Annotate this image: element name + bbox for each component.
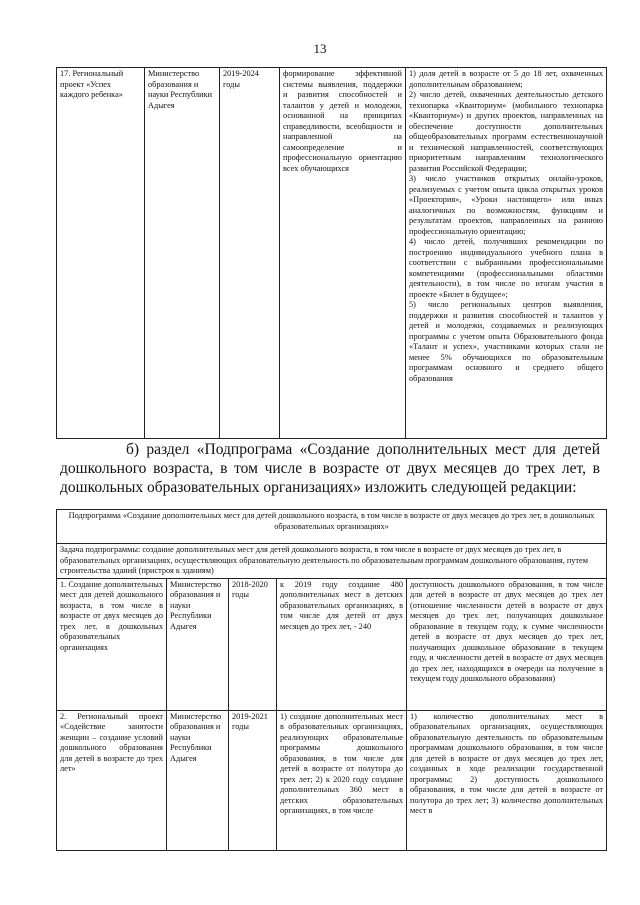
result-item: 5) число региональных центров выявления, поддержки и развития способностей и талантов у детей и молодежи, создаваемых и реализующих программы с учетом опыта Образовательного фонда «Талант и успех», участниками которых стали не менее 5% обучающихся по образовательным программам основного и среднего общего образования — [409, 300, 603, 383]
row-executor: Министерство образования и науки Республики Адыгея — [167, 710, 229, 850]
subprogram-title: Подпрограмма «Создание дополнительных мест для детей дошкольного возраста, в том числе в возрасте от двух месяцев до трех лет, в дошкольных образовательных организациях» — [57, 510, 607, 544]
row-goal: к 2019 году создание 480 дополнительных мест в детских образовательных организациях, в том числе для детей от двух месяцев до трех лет, - 240 — [277, 578, 407, 710]
row-name: 1. Создание дополнительных мест для детей дошкольного возраста, в том числе в возрасте от двух месяцев до трех лет, в дошкольных образовательных организациях — [57, 578, 167, 710]
section-heading: б) раздел «Подпрограма «Создание дополнительных мест для детей дошкольного возраста, в том числе в возрасте от двух месяцев до трех лет, в дошкольных образовательных организациях» изложить следующей редакции: — [60, 441, 600, 496]
result-item: 3) число участников открытых онлайн-уроков, реализуемых с учетом опыта цикла открытых уроков «Проектория», «Уроки настоящего» или иных аналогичных по возможностям, функциям и результатам проектов, направленных на раннюю профессиональную ориентацию; — [409, 174, 603, 236]
table-row — [57, 510, 607, 544]
subprogram-table — [56, 509, 607, 851]
table-row — [57, 710, 607, 850]
top-table — [56, 67, 607, 439]
project-name: 17. Региональный проект «Успех каждого ребенка» — [57, 68, 145, 439]
table-row — [57, 578, 607, 710]
results — [406, 68, 607, 439]
executor: Министерство образования и науки Республики Адыгея — [145, 68, 220, 439]
row-years: 2018-2020 годы — [229, 578, 277, 710]
table-row — [57, 544, 607, 579]
subprogram-task: Задача подпрограммы: создание дополнительных мест для детей дошкольного возраста, в том числе в возрасте от двух месяцев до трех лет, в образовательных организациях, осуществляющих образовательную деятельность по образовательным программам дошкольного образования, путем строительства зданий (пристроя к зданиям) — [57, 544, 607, 579]
row-executor: Министерство образования и науки Республики Адыгея — [167, 578, 229, 710]
table-row — [57, 68, 607, 439]
goal: формирование эффективной системы выявления, поддержки и развития способностей и талантов у детей и молодежи, основанной на принципах справедливости, всеобщности и направленной на самоопределение и профессиональную ориентацию всех обучающихся — [280, 68, 406, 439]
result-item: 4) число детей, получивших рекомендации по построению индивидуального учебного плана в соответствии с выбранными профессиональными компетенциями (профессиональными областями деятельности), в том числе по итогам участия в проекте «Билет в будущее»; — [409, 237, 603, 299]
row-name: 2. Региональный проект «Содействие занятости женщин – создание условий дошкольного образования для детей в возрасте до трех лет» — [57, 710, 167, 850]
years: 2019-2024 годы — [220, 68, 280, 439]
result-item: 2) число детей, охваченных деятельностью детского технопарка «Кванториум» (мобильного технопарка «Кванториум») и других проектов, направленных на обеспечение доступности дополнительных общеобразовательных программ естественнонаучной и технической направленностей, соответствующих приоритетным направлениям технологического развития Российской Федерации; — [409, 90, 603, 173]
row-results: 1) количество дополнительных мест в образовательных организациях, осуществляющих образовательную деятельность по образовательным программам дошкольного образования, в том числе для детей в возрасте от двух месяцев до трех лет, созданных в ходе реализации государственной программы; 2) доступность дошкольного образования, в том числе для детей в возрасте от полутора до трех лет; 3) количество дополнительных мест в — [407, 710, 607, 850]
page-number: 13 — [313, 41, 327, 56]
row-years: 2019-2021 годы — [229, 710, 277, 850]
row-goal: 1) создание дополнительных мест в образовательных организациях, реализующих образовательные программы дошкольного образования, в том числе для детей в возрасте от полутора до трех лет; 2) к 2020 году создание дополнительных 360 мест в детских образовательных организациях, в том числе — [277, 710, 407, 850]
result-item: 1) доля детей в возрасте от 5 до 18 лет, охваченных дополнительным образованием; — [409, 69, 603, 89]
row-results: доступность дошкольного образования, в том числе для детей в возрасте от двух месяцев до трех лет (отношение численности детей в возрасте от двух месяцев до трех лет, получающих дошкольное образование в текущем году, к сумме численности детей в возрасте от двух месяцев до трех лет, получающих дошкольное образование в текущем году, и численности детей в возрасте от двух месяцев до трех лет, находящихся в очереди на получение в текущем году дошкольного образования) — [407, 578, 607, 710]
